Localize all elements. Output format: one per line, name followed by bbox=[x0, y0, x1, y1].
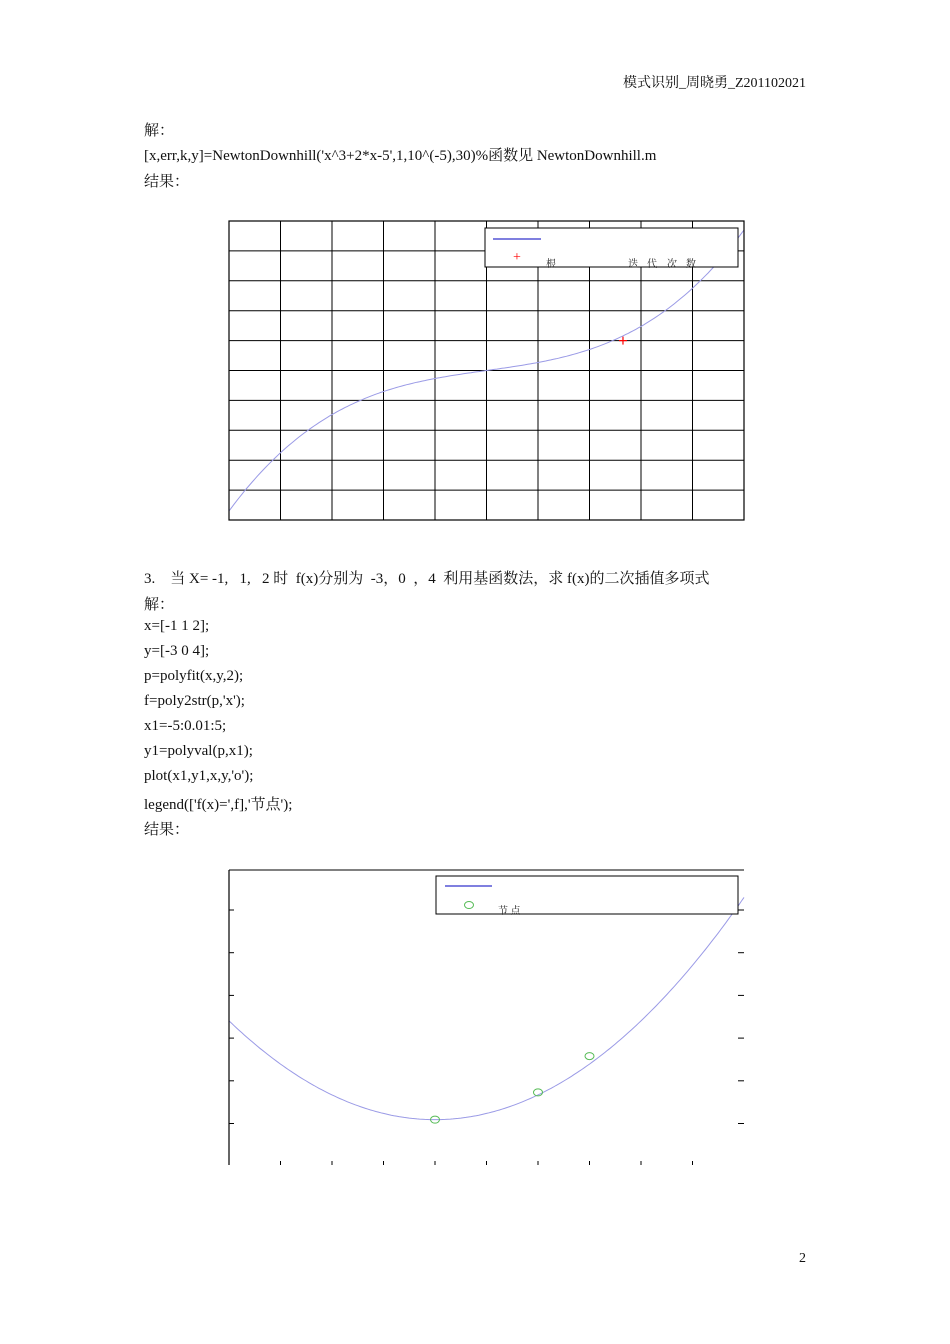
node-marker bbox=[585, 1053, 594, 1060]
code-line: y1=polyval(p,x1); bbox=[144, 743, 253, 759]
code-line: x1=-5:0.01:5; bbox=[144, 718, 227, 734]
legend-plus-swatch: + bbox=[513, 250, 521, 265]
code-line: p=polyfit(x,y,2); bbox=[144, 668, 244, 684]
code-line: f=poly2str(p,'x'); bbox=[144, 693, 245, 709]
code-line: [x,err,k,y]=NewtonDownhill('x^3+2*x-5',1,10^(-5),30)%函数见 NewtonDownhill.m bbox=[144, 148, 657, 164]
solution-label: 解： bbox=[144, 123, 175, 139]
result-label: 结果： bbox=[144, 174, 190, 190]
problem-statement: 3. 当 X= -1, 1, 2 时 f(x)分别为 -3，0 ，4 利用基函数法，求 f(x)的二次插值多项式 bbox=[144, 571, 710, 587]
code-line: x=[-1 1 2]; bbox=[144, 618, 210, 634]
series-line bbox=[229, 897, 744, 1119]
legend-label: 代 bbox=[647, 259, 657, 270]
legend-label: 次 bbox=[667, 259, 677, 270]
legend-label: 根 bbox=[546, 259, 556, 270]
legend-label: 迭 bbox=[628, 259, 638, 270]
chart-legend bbox=[436, 876, 738, 917]
node-markers bbox=[431, 1053, 595, 1124]
legend-label: 数 bbox=[686, 259, 696, 270]
solution-label: 解： bbox=[144, 597, 175, 613]
code-line: plot(x1,y1,x,y,'o'); bbox=[144, 768, 254, 784]
code-line: y=[-3 0 4]; bbox=[144, 643, 210, 659]
legend-label: 节 点 bbox=[498, 906, 521, 917]
page-number: 2 bbox=[799, 1251, 806, 1266]
page-header: 模式识别_周晓勇_Z201102021 bbox=[622, 76, 806, 91]
code-line: legend(['f(x)=',f],'节点'); bbox=[144, 797, 293, 813]
result-label: 结果： bbox=[144, 822, 190, 838]
legend-box bbox=[436, 876, 738, 914]
axis-ticks bbox=[229, 910, 744, 1165]
